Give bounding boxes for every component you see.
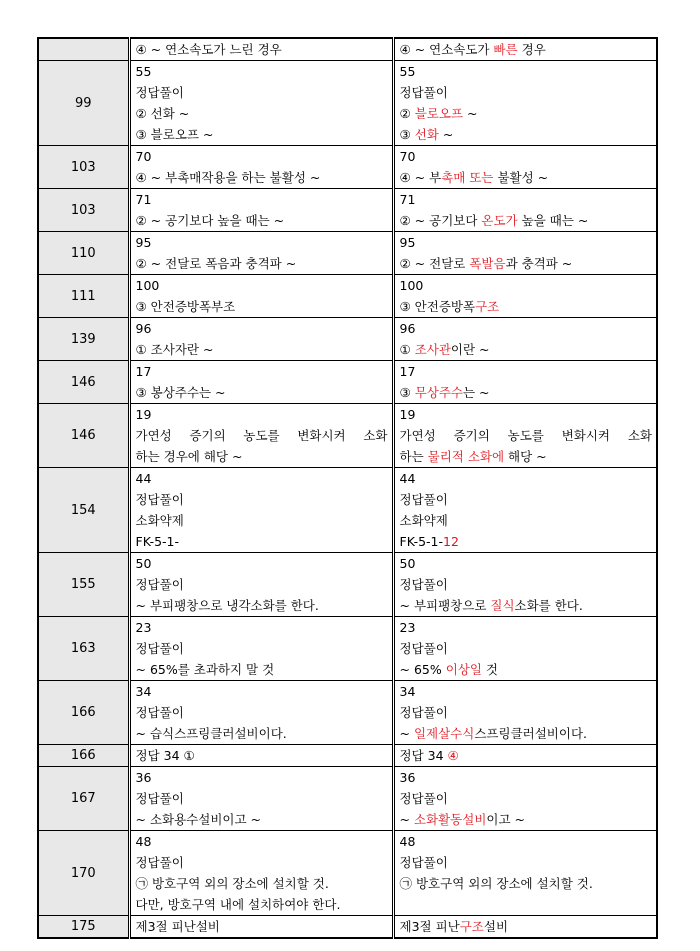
text-line xyxy=(131,531,392,552)
text-fragment: 정답풀이 xyxy=(399,791,448,806)
text-fragment: ④ ~ 연소속도가 느린 경우 xyxy=(135,42,282,57)
text-fragment: 정답 34 xyxy=(399,748,448,763)
text-fragment: 높을 때는 ~ xyxy=(517,213,589,228)
text-fragment: ③ xyxy=(399,127,415,142)
page-number: 139 xyxy=(38,318,129,361)
page-number: 99 xyxy=(38,61,129,146)
text-line xyxy=(395,767,657,788)
corrected-fragment: 온도가 xyxy=(481,213,518,228)
text-line xyxy=(131,167,392,188)
text-line xyxy=(131,468,392,489)
text-line xyxy=(395,788,657,809)
errata-row xyxy=(38,146,657,189)
text-line xyxy=(395,659,657,680)
page-number: 111 xyxy=(38,275,129,318)
text-line xyxy=(395,745,657,766)
text-fragment: ① xyxy=(399,342,415,357)
text-fragment: ~ 습식스프링클러설비이다. xyxy=(135,726,287,741)
text-line xyxy=(131,873,392,894)
text-line xyxy=(131,553,392,574)
text-fragment: ① 조사자란 ~ xyxy=(135,342,214,357)
corrected-fragment: 무상주수 xyxy=(414,385,463,400)
page-number: 146 xyxy=(38,361,129,404)
corrected-text-cell xyxy=(393,232,657,275)
text-line xyxy=(131,103,392,124)
text-line xyxy=(131,275,392,296)
text-fragment: 정답풀이 xyxy=(135,791,184,806)
text-fragment: 48 xyxy=(135,834,152,849)
text-fragment: ~ xyxy=(399,812,414,827)
errata-row xyxy=(38,916,657,939)
text-line xyxy=(395,425,657,446)
text-fragment: 36 xyxy=(399,770,416,785)
text-fragment: 하는 경우에 해당 ~ xyxy=(135,449,243,464)
text-line xyxy=(395,146,657,167)
text-fragment: ㉠ 방호구역 외의 장소에 설치할 것. xyxy=(135,876,329,891)
original-text-cell xyxy=(129,553,393,617)
corrected-text-cell xyxy=(393,916,657,939)
errata-row xyxy=(38,745,657,767)
text-line xyxy=(131,39,392,60)
text-line xyxy=(395,831,657,852)
corrected-text-cell xyxy=(393,61,657,146)
errata-row xyxy=(38,468,657,553)
text-line xyxy=(131,189,392,210)
text-fragment: 정답풀이 xyxy=(135,705,184,720)
text-line xyxy=(131,253,392,274)
text-line xyxy=(395,852,657,873)
text-line xyxy=(131,124,392,145)
corrected-text-cell xyxy=(393,404,657,468)
errata-row xyxy=(38,831,657,916)
text-fragment: 제3절 피난설비 xyxy=(135,919,220,934)
text-line xyxy=(131,318,392,339)
corrected-fragment: 촉매 또는 xyxy=(441,170,494,185)
text-line xyxy=(395,702,657,723)
text-line xyxy=(395,553,657,574)
text-fragment: ~ xyxy=(399,726,414,741)
text-line xyxy=(395,404,657,425)
errata-row xyxy=(38,232,657,275)
text-fragment: ② ~ 전달로 xyxy=(399,256,470,271)
errata-row xyxy=(38,553,657,617)
original-text-cell xyxy=(129,38,393,61)
text-fragment: 정답풀이 xyxy=(399,641,448,656)
text-fragment: 70 xyxy=(399,149,416,164)
corrected-fragment: 질식 xyxy=(490,598,515,613)
text-fragment: 정답풀이 xyxy=(399,855,448,870)
text-fragment: 정답풀이 xyxy=(135,85,184,100)
errata-row xyxy=(38,275,657,318)
text-fragment: 는 ~ xyxy=(463,385,490,400)
page-number: 146 xyxy=(38,404,129,468)
text-line xyxy=(395,723,657,744)
text-fragment: 71 xyxy=(399,192,416,207)
corrected-fragment: 소화활동설비 xyxy=(413,812,487,827)
text-fragment: ③ 안전증방폭 xyxy=(399,299,476,314)
text-line xyxy=(395,189,657,210)
text-line xyxy=(131,232,392,253)
text-fragment: ~ 65%를 초과하지 말 것 xyxy=(135,662,275,677)
text-line xyxy=(395,382,657,403)
text-fragment: 36 xyxy=(135,770,152,785)
corrected-text-cell xyxy=(393,361,657,404)
text-line xyxy=(395,39,657,60)
text-fragment: FK-5-1- xyxy=(135,534,180,549)
original-text-cell xyxy=(129,617,393,681)
text-line xyxy=(395,318,657,339)
text-line xyxy=(395,489,657,510)
text-fragment: ~ xyxy=(438,127,454,142)
text-fragment: 가연성 증기의 농도를 변화시켜 소화 xyxy=(135,428,388,443)
page-number: 167 xyxy=(38,767,129,831)
text-line xyxy=(131,210,392,231)
original-text-cell xyxy=(129,681,393,745)
text-fragment: ③ 블로오프 ~ xyxy=(135,127,214,142)
errata-row xyxy=(38,318,657,361)
corrected-text-cell xyxy=(393,468,657,553)
text-fragment: ㉠ 방호구역 외의 장소에 설치할 것. xyxy=(399,876,593,891)
text-line xyxy=(395,531,657,552)
text-fragment: 가연성 증기의 농도를 변화시켜 소화 xyxy=(399,428,652,443)
text-line xyxy=(395,574,657,595)
text-fragment: 정답풀이 xyxy=(135,577,184,592)
text-fragment: ② ~ 공기보다 높을 때는 ~ xyxy=(135,213,285,228)
errata-row xyxy=(38,361,657,404)
text-line xyxy=(395,638,657,659)
original-text-cell xyxy=(129,468,393,553)
corrected-text-cell xyxy=(393,553,657,617)
text-fragment: ② ~ 공기보다 xyxy=(399,213,482,228)
text-fragment: ~ 부피팽창으로 xyxy=(399,598,491,613)
page-number: 103 xyxy=(38,146,129,189)
corrected-text-cell xyxy=(393,767,657,831)
text-line xyxy=(395,275,657,296)
text-fragment: ③ 안전증방폭부조 xyxy=(135,299,236,314)
text-line xyxy=(131,595,392,616)
original-text-cell xyxy=(129,916,393,939)
errata-row xyxy=(38,404,657,468)
text-fragment: 경우 xyxy=(517,42,546,57)
text-fragment: 정답풀이 xyxy=(399,705,448,720)
text-fragment: 정답풀이 xyxy=(135,492,184,507)
text-line xyxy=(131,574,392,595)
text-fragment: 이고 ~ xyxy=(486,812,526,827)
text-fragment: 정답풀이 xyxy=(399,85,448,100)
corrected-text-cell xyxy=(393,189,657,232)
corrected-text-cell xyxy=(393,617,657,681)
original-text-cell xyxy=(129,232,393,275)
page-number: 175 xyxy=(38,916,129,939)
text-fragment: 100 xyxy=(399,278,424,293)
text-fragment: 19 xyxy=(399,407,416,422)
text-line xyxy=(395,61,657,82)
errata-row xyxy=(38,61,657,146)
text-line xyxy=(131,723,392,744)
corrected-text-cell xyxy=(393,275,657,318)
text-line xyxy=(131,638,392,659)
text-fragment: 해당 ~ xyxy=(504,449,547,464)
text-fragment: ~ 소화용수설비이고 ~ xyxy=(135,812,261,827)
corrected-text-cell xyxy=(393,681,657,745)
original-text-cell xyxy=(129,404,393,468)
text-fragment: 불활성 ~ xyxy=(493,170,549,185)
text-line xyxy=(131,809,392,830)
text-fragment: 34 xyxy=(399,684,416,699)
errata-table xyxy=(37,37,658,939)
text-fragment: 44 xyxy=(399,471,416,486)
text-fragment: ~ xyxy=(463,106,478,121)
corrected-text-cell xyxy=(393,318,657,361)
text-line xyxy=(395,468,657,489)
corrected-text-cell xyxy=(393,38,657,61)
text-fragment: 정답풀이 xyxy=(135,641,184,656)
text-fragment: ④ ~ 부촉매작용을 하는 불활성 ~ xyxy=(135,170,321,185)
text-fragment: ④ ~ 부 xyxy=(399,170,442,185)
text-line xyxy=(395,232,657,253)
text-fragment: ③ xyxy=(399,385,415,400)
text-fragment: ② ~ 전달로 폭음과 충격파 ~ xyxy=(135,256,297,271)
text-line xyxy=(131,339,392,360)
original-text-cell xyxy=(129,61,393,146)
text-line xyxy=(131,404,392,425)
text-line xyxy=(131,61,392,82)
text-fragment: ③ 봉상주수는 ~ xyxy=(135,385,226,400)
page-number: 155 xyxy=(38,553,129,617)
text-line xyxy=(131,489,392,510)
page-number: 154 xyxy=(38,468,129,553)
text-fragment: ~ 65% xyxy=(399,662,446,677)
text-line xyxy=(395,361,657,382)
text-line xyxy=(395,809,657,830)
text-line xyxy=(131,745,392,766)
text-line xyxy=(395,339,657,360)
text-fragment: 소화약제 xyxy=(399,513,448,528)
text-fragment: 19 xyxy=(135,407,152,422)
text-fragment: 23 xyxy=(399,620,416,635)
text-line xyxy=(131,894,392,915)
text-fragment: 95 xyxy=(135,235,152,250)
corrected-fragment: 일제살수식 xyxy=(413,726,475,741)
original-text-cell xyxy=(129,318,393,361)
errata-row xyxy=(38,767,657,831)
text-fragment: 제3절 피난 xyxy=(399,919,460,934)
text-line xyxy=(131,916,392,937)
corrected-text-cell xyxy=(393,146,657,189)
text-fragment: 하는 xyxy=(399,449,428,464)
text-fragment: 정답풀이 xyxy=(399,492,448,507)
corrected-fragment: 이상일 xyxy=(445,662,482,677)
text-fragment: 95 xyxy=(399,235,416,250)
text-fragment: 50 xyxy=(399,556,416,571)
corrected-fragment: 12 xyxy=(443,534,459,549)
page-number: 110 xyxy=(38,232,129,275)
text-fragment: ② 선화 ~ xyxy=(135,106,190,121)
text-line xyxy=(395,681,657,702)
errata-row xyxy=(38,189,657,232)
corrected-fragment: 선화 xyxy=(414,127,439,142)
text-line xyxy=(131,831,392,852)
page-number: 166 xyxy=(38,745,129,767)
text-line xyxy=(131,296,392,317)
corrected-fragment: ④ xyxy=(447,748,459,763)
text-fragment: 스프링클러설비이다. xyxy=(474,726,587,741)
original-text-cell xyxy=(129,831,393,916)
text-fragment: 이란 ~ xyxy=(450,342,490,357)
text-line xyxy=(131,425,392,446)
original-text-cell xyxy=(129,275,393,318)
text-line xyxy=(395,82,657,103)
text-line xyxy=(395,124,657,145)
corrected-fragment: 블로오프 xyxy=(414,106,463,121)
text-fragment: ② xyxy=(399,106,415,121)
page-number: 170 xyxy=(38,831,129,916)
text-line xyxy=(131,446,392,467)
text-fragment: ④ ~ 연소속도가 xyxy=(399,42,494,57)
corrected-fragment: 구조 xyxy=(459,919,484,934)
original-text-cell xyxy=(129,146,393,189)
original-text-cell xyxy=(129,189,393,232)
text-fragment: 정답 34 ① xyxy=(135,748,195,763)
text-line xyxy=(395,210,657,231)
text-line xyxy=(395,446,657,467)
errata-row xyxy=(38,681,657,745)
corrected-fragment: 물리적 소화에 xyxy=(427,449,505,464)
text-fragment: 48 xyxy=(399,834,416,849)
text-line xyxy=(395,167,657,188)
text-fragment: 96 xyxy=(135,321,152,336)
text-line xyxy=(395,510,657,531)
text-fragment: 44 xyxy=(135,471,152,486)
text-line xyxy=(131,702,392,723)
text-line xyxy=(131,510,392,531)
original-text-cell xyxy=(129,745,393,767)
text-fragment: 96 xyxy=(399,321,416,336)
corrected-text-cell xyxy=(393,745,657,767)
text-line xyxy=(131,659,392,680)
text-fragment: 다만, 방호구역 내에 설치하여야 한다. xyxy=(135,897,341,912)
text-fragment: 55 xyxy=(135,64,152,79)
corrected-fragment: 구조 xyxy=(475,299,500,314)
text-fragment: 55 xyxy=(399,64,416,79)
corrected-text-cell xyxy=(393,831,657,916)
text-line xyxy=(131,82,392,103)
text-line xyxy=(395,916,657,937)
original-text-cell xyxy=(129,361,393,404)
text-fragment: 것 xyxy=(481,662,499,677)
text-fragment: 설비 xyxy=(483,919,509,934)
text-fragment: 과 충격파 ~ xyxy=(505,256,573,271)
page-number xyxy=(38,38,129,61)
corrected-fragment: 빠른 xyxy=(493,42,518,57)
text-line xyxy=(395,103,657,124)
text-fragment: 71 xyxy=(135,192,152,207)
text-fragment: 정답풀이 xyxy=(399,577,448,592)
page-number: 166 xyxy=(38,681,129,745)
original-text-cell xyxy=(129,767,393,831)
text-line xyxy=(131,767,392,788)
text-fragment: FK-5-1- xyxy=(399,534,444,549)
text-fragment: 소화약제 xyxy=(135,513,184,528)
text-fragment: 70 xyxy=(135,149,152,164)
text-fragment: 100 xyxy=(135,278,160,293)
page-number: 103 xyxy=(38,189,129,232)
text-line xyxy=(395,595,657,616)
text-line xyxy=(131,852,392,873)
text-fragment: 정답풀이 xyxy=(135,855,184,870)
text-line xyxy=(395,873,657,894)
corrected-fragment: 폭발음 xyxy=(469,256,506,271)
text-line xyxy=(131,681,392,702)
text-fragment: 17 xyxy=(135,364,152,379)
text-line xyxy=(395,617,657,638)
text-fragment: 50 xyxy=(135,556,152,571)
text-fragment: 23 xyxy=(135,620,152,635)
page-number: 163 xyxy=(38,617,129,681)
text-fragment: 17 xyxy=(399,364,416,379)
text-line xyxy=(131,146,392,167)
text-line xyxy=(131,361,392,382)
text-fragment: 소화를 한다. xyxy=(514,598,583,613)
text-line xyxy=(131,382,392,403)
text-line xyxy=(395,296,657,317)
errata-row xyxy=(38,38,657,61)
corrected-fragment: 조사관 xyxy=(414,342,451,357)
text-line xyxy=(395,253,657,274)
text-line xyxy=(131,788,392,809)
errata-row xyxy=(38,617,657,681)
errata-table-body xyxy=(38,38,657,938)
text-fragment: 34 xyxy=(135,684,152,699)
text-line xyxy=(131,617,392,638)
text-fragment: ~ 부피팽창으로 냉각소화를 한다. xyxy=(135,598,319,613)
